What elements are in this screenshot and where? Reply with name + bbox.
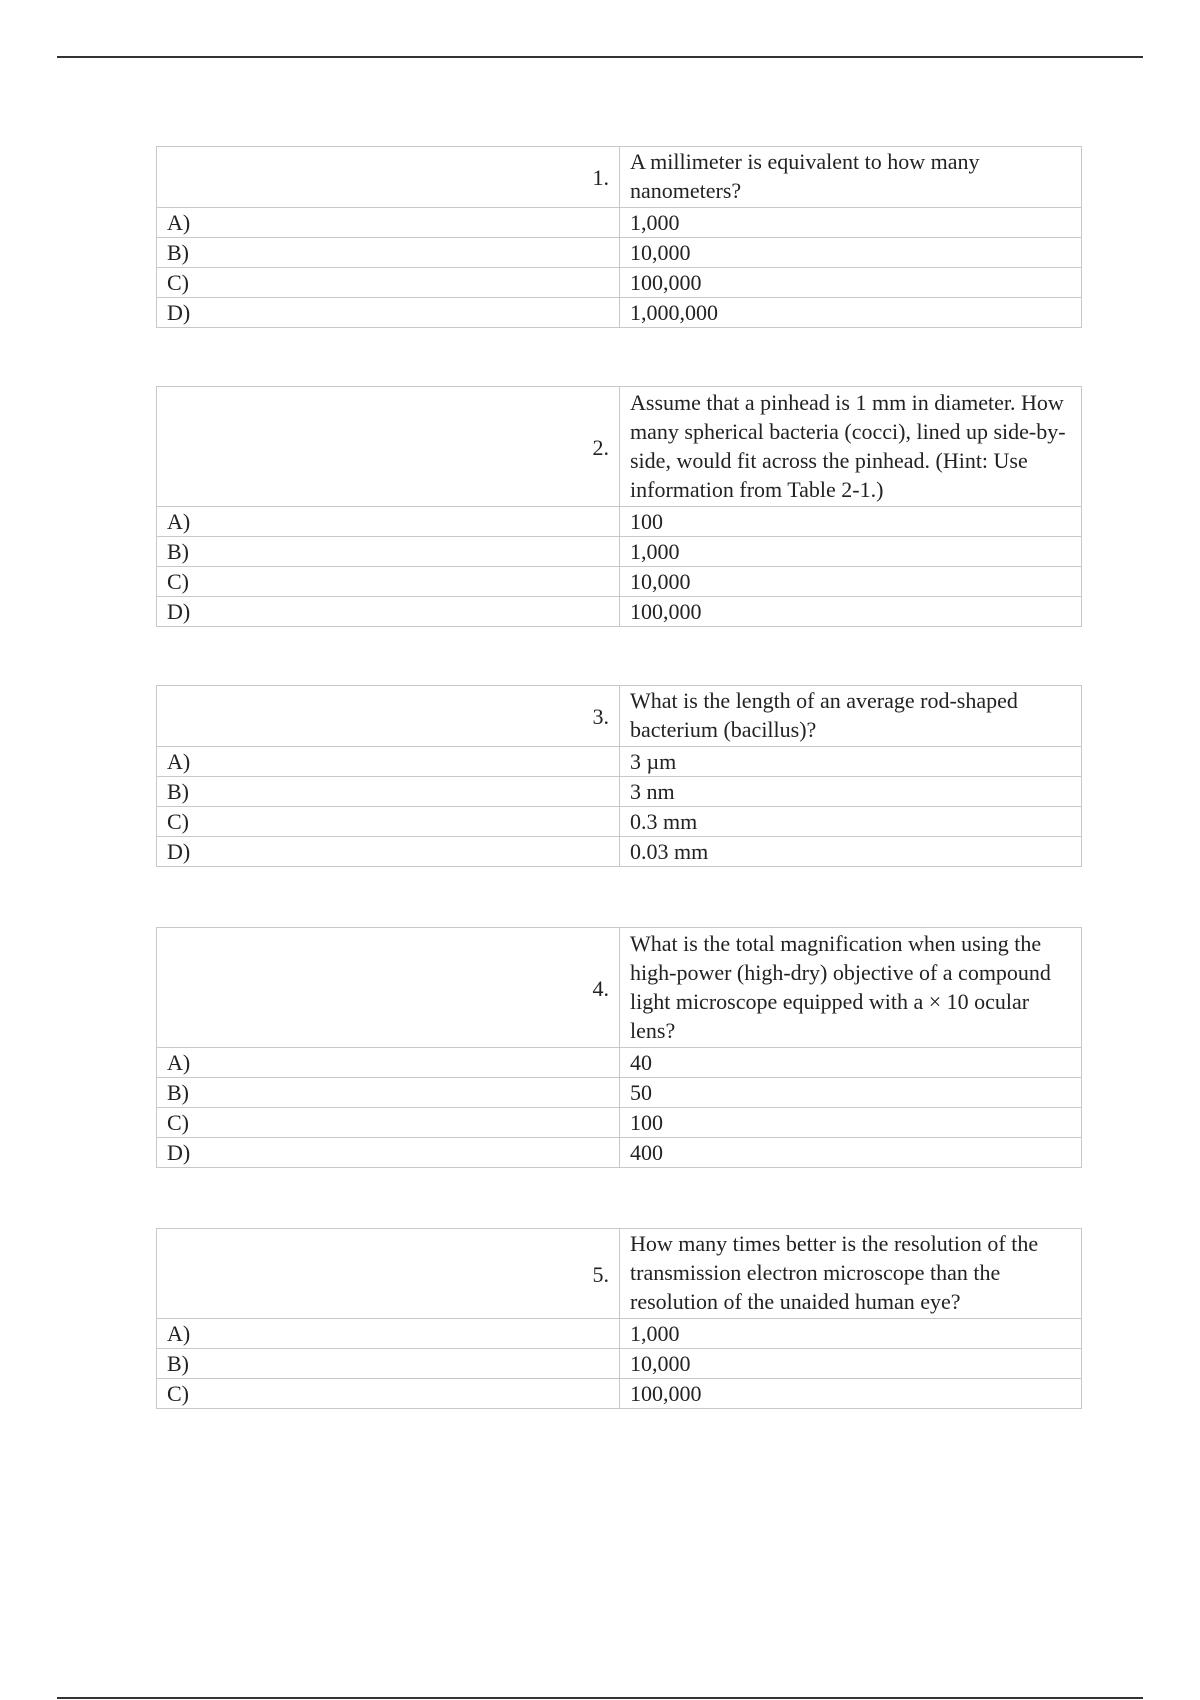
question-list — [156, 146, 1081, 1409]
option-letter: B) — [157, 238, 620, 268]
option-letter: B) — [157, 1349, 620, 1379]
option-value: 100 — [620, 1108, 1082, 1138]
option-letter: A) — [157, 1319, 620, 1349]
option-letter: B) — [157, 777, 620, 807]
question-text: How many times better is the resolution of the transmission electron microscope than the resolution of the unaided human eye? — [620, 1229, 1082, 1319]
answer-option-row — [157, 747, 1082, 777]
option-value: 1,000 — [620, 208, 1082, 238]
option-value: 0.3 mm — [620, 807, 1082, 837]
option-value: 10,000 — [620, 238, 1082, 268]
answer-option-row — [157, 777, 1082, 807]
footer-divider — [57, 1697, 1143, 1699]
option-value: 100 — [620, 507, 1082, 537]
question-row — [157, 1229, 1082, 1319]
option-letter: D) — [157, 837, 620, 867]
answer-option-row — [157, 208, 1082, 238]
question-number: 5. — [157, 1229, 620, 1319]
answer-option-row — [157, 1078, 1082, 1108]
option-letter: C) — [157, 1379, 620, 1409]
option-value: 10,000 — [620, 567, 1082, 597]
option-letter: B) — [157, 1078, 620, 1108]
option-value: 3 nm — [620, 777, 1082, 807]
question-number: 2. — [157, 387, 620, 507]
answer-option-row — [157, 807, 1082, 837]
answer-option-row — [157, 268, 1082, 298]
header-divider — [57, 56, 1143, 58]
answer-option-row — [157, 1349, 1082, 1379]
question-block — [156, 1228, 1082, 1409]
option-letter: C) — [157, 807, 620, 837]
answer-option-row — [157, 567, 1082, 597]
question-row — [157, 147, 1082, 208]
question-number: 1. — [157, 147, 620, 208]
option-value: 50 — [620, 1078, 1082, 1108]
option-letter: A) — [157, 747, 620, 777]
option-letter: B) — [157, 537, 620, 567]
question-text: What is the length of an average rod-shaped bacterium (bacillus)? — [620, 686, 1082, 747]
question-text: A millimeter is equivalent to how many nanometers? — [620, 147, 1082, 208]
question-row — [157, 387, 1082, 507]
spacer — [156, 328, 1081, 386]
option-value: 100,000 — [620, 268, 1082, 298]
question-number: 3. — [157, 686, 620, 747]
answer-option-row — [157, 597, 1082, 627]
spacer — [156, 1168, 1081, 1228]
question-block — [156, 146, 1082, 328]
question-row — [157, 686, 1082, 747]
option-letter: D) — [157, 1138, 620, 1168]
option-letter: C) — [157, 567, 620, 597]
answer-option-row — [157, 298, 1082, 328]
answer-option-row — [157, 238, 1082, 268]
question-block — [156, 927, 1082, 1168]
answer-option-row — [157, 837, 1082, 867]
option-value: 1,000 — [620, 537, 1082, 567]
answer-option-row — [157, 1108, 1082, 1138]
option-letter: D) — [157, 597, 620, 627]
option-value: 40 — [620, 1048, 1082, 1078]
option-value: 100,000 — [620, 1379, 1082, 1409]
question-text: Assume that a pinhead is 1 mm in diameter. How many spherical bacteria (cocci), lined up side-by-side, would fit across the pinhead. (Hint: Use information from Table 2-1.) — [620, 387, 1082, 507]
question-text: What is the total magnification when using the high-power (high-dry) objective of a compound light microscope equipped with a × 10 ocular lens? — [620, 928, 1082, 1048]
question-row — [157, 928, 1082, 1048]
answer-option-row — [157, 537, 1082, 567]
option-value: 10,000 — [620, 1349, 1082, 1379]
option-letter: A) — [157, 1048, 620, 1078]
answer-option-row — [157, 1138, 1082, 1168]
option-letter: A) — [157, 208, 620, 238]
question-number: 4. — [157, 928, 620, 1048]
question-block — [156, 386, 1082, 627]
option-letter: D) — [157, 298, 620, 328]
spacer — [156, 867, 1081, 927]
option-value: 3 µm — [620, 747, 1082, 777]
spacer — [156, 627, 1081, 685]
answer-option-row — [157, 1319, 1082, 1349]
option-letter: C) — [157, 1108, 620, 1138]
option-value: 100,000 — [620, 597, 1082, 627]
option-value: 0.03 mm — [620, 837, 1082, 867]
answer-option-row — [157, 507, 1082, 537]
option-value: 400 — [620, 1138, 1082, 1168]
answer-option-row — [157, 1048, 1082, 1078]
option-letter: A) — [157, 507, 620, 537]
option-letter: C) — [157, 268, 620, 298]
option-value: 1,000,000 — [620, 298, 1082, 328]
answer-option-row — [157, 1379, 1082, 1409]
question-block — [156, 685, 1082, 867]
option-value: 1,000 — [620, 1319, 1082, 1349]
